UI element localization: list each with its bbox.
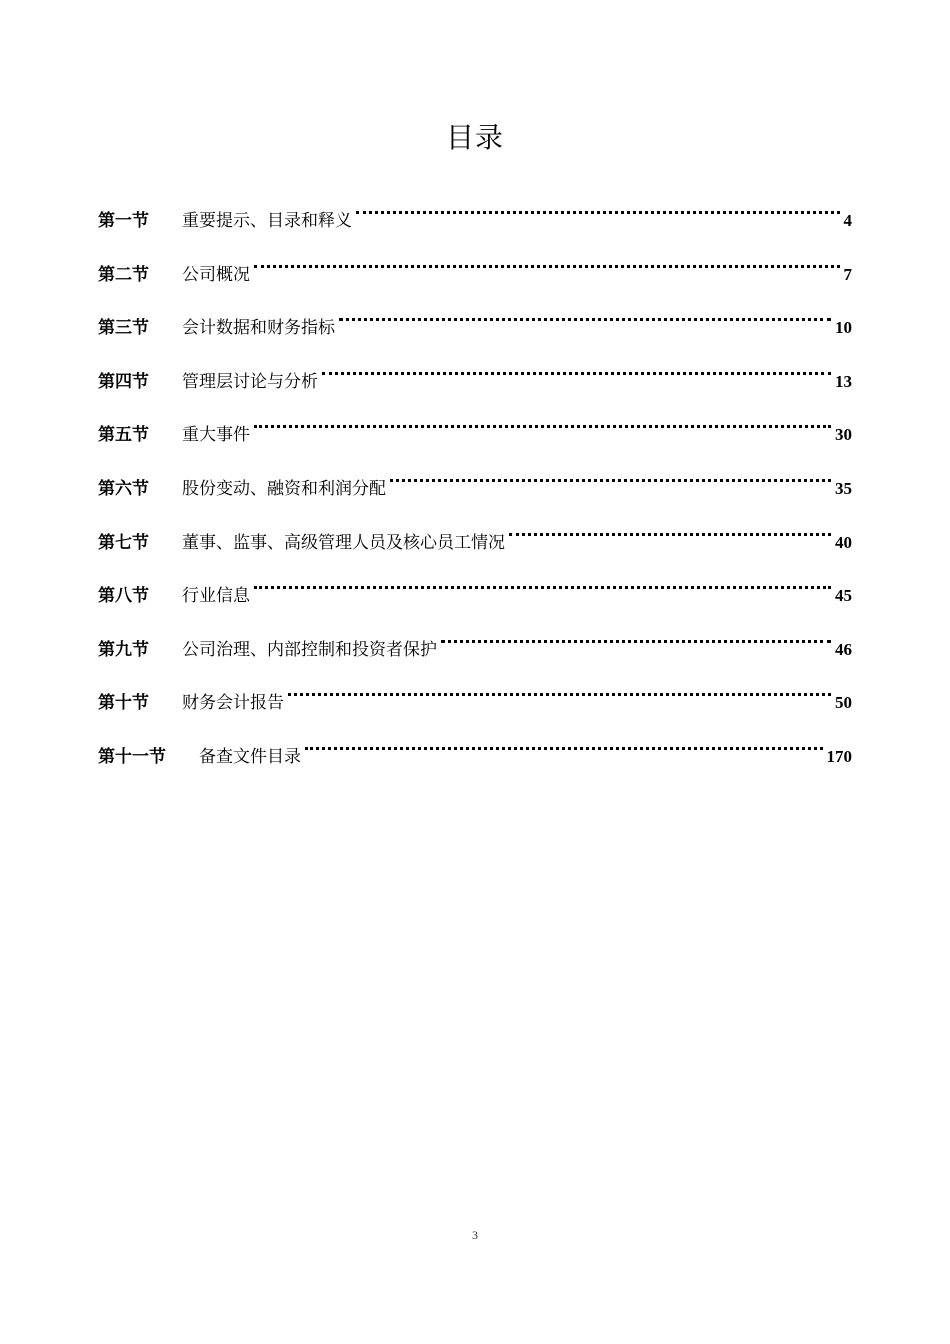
toc-entry[interactable] (98, 242, 852, 296)
toc-dot-leader (356, 188, 842, 226)
toc-dot-leader (322, 349, 833, 387)
toc-section-label: 第十节 (98, 693, 149, 714)
toc-entry-title: 行业信息 (182, 586, 250, 607)
toc-page-number: 46 (835, 639, 852, 659)
toc-dot-leader (288, 670, 833, 708)
toc-dot-leader (339, 295, 833, 333)
page-number: 3 (472, 1228, 478, 1242)
toc-page-number: 50 (835, 693, 852, 713)
toc-entry-title: 管理层讨论与分析 (182, 371, 318, 392)
toc-entry[interactable] (98, 724, 852, 778)
toc-entry[interactable] (98, 456, 852, 510)
toc-page-number: 4 (843, 211, 852, 230)
toc-entry[interactable] (98, 349, 852, 403)
toc-entry[interactable] (98, 670, 852, 724)
toc-page-number: 170 (826, 746, 852, 766)
toc-page-number: 30 (835, 425, 852, 445)
toc-entry[interactable] (98, 295, 852, 349)
toc-page-number: 7 (843, 264, 852, 284)
toc-section-label: 第三节 (98, 318, 149, 339)
toc-page-number: 35 (835, 478, 852, 498)
toc-section-label: 第五节 (98, 425, 149, 446)
toc-dot-leader (254, 402, 833, 440)
toc-entry-title: 董事、监事、高级管理人员及核心员工情况 (182, 532, 505, 553)
toc-section-label: 第七节 (98, 532, 149, 553)
toc-section-label: 第四节 (98, 371, 149, 392)
toc-entry[interactable] (98, 402, 852, 456)
toc-section-label: 第二节 (98, 264, 149, 285)
toc-page-number: 10 (835, 318, 852, 338)
toc-dot-leader (254, 563, 833, 601)
toc-entry-title: 财务会计报告 (182, 693, 284, 714)
toc-section-label: 第一节 (98, 211, 149, 231)
toc-dot-leader (254, 242, 842, 280)
toc-entry[interactable] (98, 510, 852, 564)
toc-entry[interactable] (98, 188, 852, 242)
toc-dot-leader (509, 510, 833, 548)
toc-section-label: 第十一节 (98, 746, 166, 767)
toc-section-label: 第八节 (98, 586, 149, 607)
toc-dot-leader (305, 724, 825, 762)
toc-page-number: 13 (835, 371, 852, 391)
toc-section-label: 第九节 (98, 639, 149, 660)
toc-dot-leader (441, 617, 833, 655)
toc-entry[interactable] (98, 563, 852, 617)
toc-entry[interactable] (98, 617, 852, 671)
toc-entry-title: 重大事件 (182, 425, 250, 446)
toc-section-label: 第六节 (98, 478, 149, 499)
toc-entry-title: 重要提示、目录和释义 (182, 211, 352, 231)
toc-entry-title: 会计数据和财务指标 (182, 318, 335, 339)
toc-entry-title: 公司治理、内部控制和投资者保护 (182, 639, 437, 660)
toc-entry-title: 公司概况 (182, 264, 250, 285)
toc-page-number: 45 (835, 586, 852, 606)
toc-entry-title: 股份变动、融资和利润分配 (182, 478, 386, 499)
page-title: 目录 (445, 121, 504, 154)
toc-entry-title: 备查文件目录 (199, 746, 301, 767)
table-of-contents (98, 188, 852, 778)
toc-page-number: 40 (835, 532, 852, 552)
toc-dot-leader (390, 456, 833, 494)
